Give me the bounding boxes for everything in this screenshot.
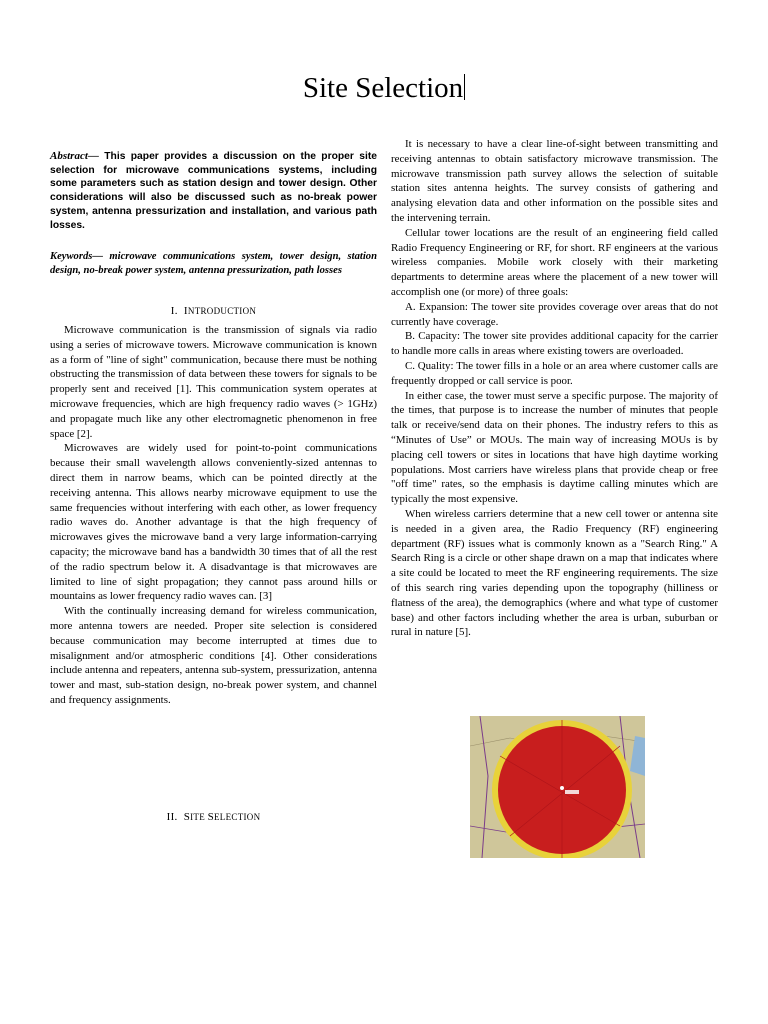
abstract-dash: — xyxy=(87,150,99,162)
paragraph: In either case, the tower must serve a specific purpose. The majority of the times, that purpose is to increase the number of minutes that people talk or receive/send data on their phones. The industry refers to this as “Minutes of Use” or MOUs. The main way of increasing MOUs is by placing cell towers or sites in locations that have high daytime working populations. Most carriers have wireless plans that provide cheap or free "off time" rates, so the emphasis is daytime calling minutes which are typically the most expensive. xyxy=(391,389,718,506)
right-column xyxy=(391,137,718,640)
paragraph: Cellular tower locations are the result of an engineering field called Radio Frequency Engineering or RF, for short. RF engineers at the various wireless companies. Mobile work closely with their marketing departments to determine areas where the placement of a new tower will accomplish one (or more) of three goals: xyxy=(391,226,718,298)
paragraph: Microwave communication is the transmission of signals via radio using a series of microwave towers. Microwave communication is known as a form of "line of sight" communication, because there must be nothing obstructing the transmission of data between these towers for signals to be properly sent and received [1]. This communication system operates at microwave frequencies, which are high frequency radio waves (> 1GHz) and propagate much like any other electromagnetic phenomenon in free space [2]. xyxy=(50,324,377,440)
paragraph: C. Quality: The tower fills in a hole or an area where customer calls are frequently dropped or call service is poor. xyxy=(391,359,718,387)
paragraph: Microwaves are widely used for point-to-point communications because their small wavelength allows conveniently-sized antennas to direct them in narrow beams, which can be pointed directly at the receiving antenna. This allows nearby microwave equipment to use the same frequencies without interfering with each other, as lower frequency radio waves do. Another advantage is that the high frequency of microwaves gives the microwave band a very large information-carrying capacity; the microwave band has a bandwidth 30 times that of all the rest of the radio spectrum below it. A disadvantage is that microwaves are limited to line of sight propagation; they cannot pass around hills or mountains as lower frequency radio waves can. [3] xyxy=(50,442,377,603)
paragraph: With the continually increasing demand for wireless communication, more antenna towers are needed. Proper site selection is considered because communication may become interrupted at times due to misalignment and/or atmospheric conditions [4]. Other considerations include antenna and repeaters, antenna sub-system, pressurization, antenna tower and mast, sub-station design, no-break power system, and channel and frequency assignments. xyxy=(50,605,377,706)
keywords-text: — microwave communications system, tower design, station design, no-break power system, antenna pressurization, path losses xyxy=(50,251,377,277)
section-title-initial: I xyxy=(183,305,188,317)
search-ring-map-icon xyxy=(470,716,645,858)
paragraph: B. Capacity: The tower site provides additional capacity for the carrier to handle more calls in areas where existing towers are overloaded. xyxy=(391,330,718,358)
text-cursor xyxy=(464,74,465,100)
section-heading-site-selection xyxy=(50,811,377,823)
paragraph: A. Expansion: The tower site provides coverage over areas that do not currently have coverage. xyxy=(391,300,718,328)
paragraph: When wireless carriers determine that a new cell tower or antenna site is needed in a given area, the Radio Frequency (RF) engineering department (RF) issues what is commonly known as a "Search Ring." A Search Ring is a circle or other shape drawn on a map that indicates where a site could be located to meet the RF engineering requirements. The size of this search ring varies depending upon the topography (hilliness or flatness of the area), the demographics (where and what type of customer base) and other factors including whether the area is urban, suburban or rural in nature [5]. xyxy=(391,507,718,639)
section-number: I. xyxy=(170,305,178,317)
section-title-initial: S xyxy=(207,811,214,823)
section-heading-introduction xyxy=(50,305,377,317)
keywords-label: Keywords xyxy=(50,251,93,262)
paragraph: It is necessary to have a clear line-of-sight between transmitting and receiving antennas to obtain satisfactory microwave transmission. The microwave transmission path survey allows the selection of suitable station sites antenna heights. The survey consists of gathering and analysing elevation data and other information on the possible sites and the intervening terrain. xyxy=(391,138,718,224)
section-title-rest: NTRODUCTION xyxy=(187,306,257,316)
page-title: Site Selection xyxy=(302,72,464,104)
section-title-rest: ELECTION xyxy=(214,812,261,822)
abstract-label: Abstract xyxy=(50,150,88,162)
abstract xyxy=(50,150,377,232)
keywords xyxy=(50,250,377,278)
section-title-rest: ITE xyxy=(190,812,208,822)
section-title-initial: S xyxy=(183,811,191,823)
abstract-text: This paper provides a discussion on the proper site selection for microwave communications systems, including some parameters such as station design and tower design. Other considerations will also be discussed such as no-break power system, antenna pressurization and installation, and various path losses. xyxy=(50,151,377,231)
section-number: II. xyxy=(166,811,178,823)
search-ring-map-figure xyxy=(470,716,645,858)
left-column xyxy=(50,323,377,708)
